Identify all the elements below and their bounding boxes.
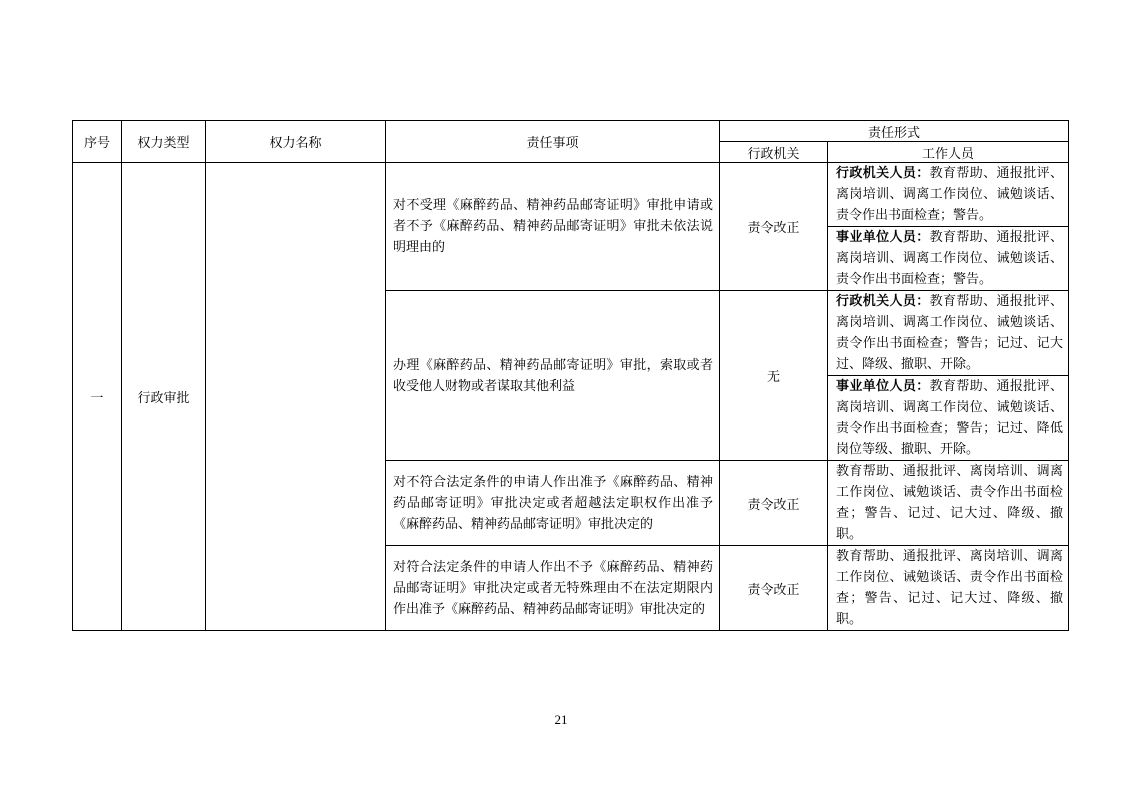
org-cell: 责令改正: [720, 163, 828, 291]
staff-text: 教育帮助、通报批评、离岗培训、调离工作岗位、诫勉谈话、责令作出书面检查；警告。: [836, 166, 1064, 223]
group-seq: 一: [73, 163, 122, 631]
staff-text: 教育帮助、通报批评、离岗培训、调离工作岗位、诫勉谈话、责令作出书面检查；警告；记过、记大过、降级、撤职、开除。: [836, 294, 1064, 372]
staff-text: 教育帮助、通报批评、离岗培训、调离工作岗位、诫勉谈话、责令作出书面检查；警告；记过、降低岗位等级、撤职、开除。: [836, 379, 1064, 457]
header-power-name: 权力名称: [206, 121, 386, 163]
group-power-name: [206, 163, 386, 631]
header-power-type: 权力类型: [122, 121, 206, 163]
staff-cell: [828, 227, 1069, 291]
duty-cell: 对不符合法定条件的申请人作出准予《麻醉药品、精神药品邮寄证明》审批决定或者超越法定职权作出准予《麻醉药品、精神药品邮寄证明》审批决定的: [386, 461, 720, 546]
page-number: 21: [554, 712, 568, 727]
header-duty-item: 责任事项: [386, 121, 720, 163]
header-resp-form: 责任形式: [720, 121, 1069, 142]
staff-cell: [828, 291, 1069, 376]
duty-cell: 对不受理《麻醉药品、精神药品邮寄证明》审批申请或者不予《麻醉药品、精神药品邮寄证明》审批未依法说明理由的: [386, 163, 720, 291]
staff-cell: 教育帮助、通报批评、离岗培训、调离工作岗位、诫勉谈话、责令作出书面检查；警告、记过、记大过、降级、撤职。: [828, 546, 1069, 631]
staff-cell: [828, 376, 1069, 461]
header-admin-org: 行政机关: [720, 142, 828, 163]
staff-label: 事业单位人员：: [836, 230, 930, 245]
org-cell: 责令改正: [720, 546, 828, 631]
header-seq: 序号: [73, 121, 122, 163]
org-cell: 无: [720, 291, 828, 461]
staff-label: 行政机关人员：: [836, 294, 930, 309]
staff-label: 行政机关人员：: [836, 166, 930, 181]
staff-cell: [828, 163, 1069, 227]
responsibility-table: [72, 120, 1069, 631]
staff-text: 教育帮助、通报批评、离岗培训、调离工作岗位、诫勉谈话、责令作出书面检查；警告。: [836, 230, 1064, 287]
header-staff: 工作人员: [828, 142, 1069, 163]
group-power-type: 行政审批: [122, 163, 206, 631]
staff-label: 事业单位人员：: [836, 379, 930, 394]
duty-cell: 对符合法定条件的申请人作出不予《麻醉药品、精神药品邮寄证明》审批决定或者无特殊理由不在法定期限内作出准予《麻醉药品、精神药品邮寄证明》审批决定的: [386, 546, 720, 631]
org-cell: 责令改正: [720, 461, 828, 546]
duty-cell: 办理《麻醉药品、精神药品邮寄证明》审批，索取或者收受他人财物或者谋取其他利益: [386, 291, 720, 461]
staff-cell: 教育帮助、通报批评、离岗培训、调离工作岗位、诫勉谈话、责令作出书面检查；警告、记过、记大过、降级、撤职。: [828, 461, 1069, 546]
